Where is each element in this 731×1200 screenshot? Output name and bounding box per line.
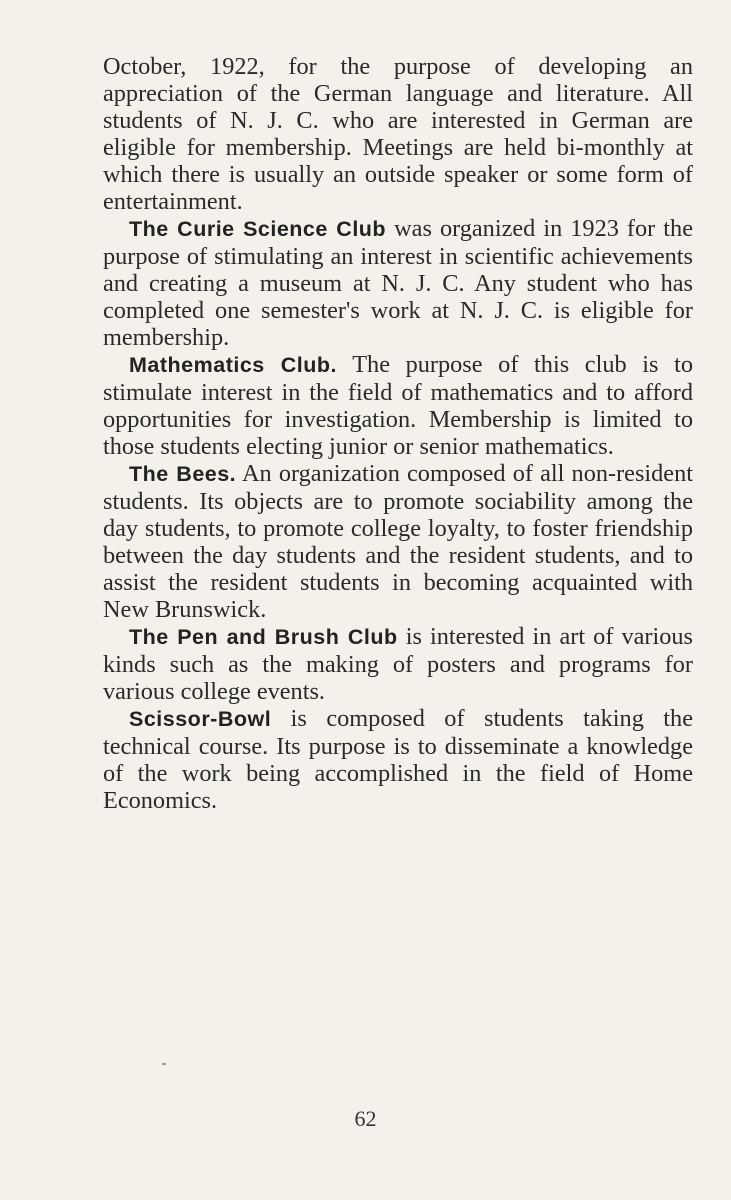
page-number: 62	[354, 1106, 377, 1131]
paragraph-body: is composed of students taking the technical course. Its purpose is to disseminate a knowledge of the work being accomplished in the field of Home Economics.	[103, 705, 693, 814]
mathematics-club-paragraph	[103, 351, 693, 460]
paragraph-body: October, 1922, for the purpose of developing an appreciation of the German language and literature. All students of N. J. C. who are interested in German are eligible for membership. Meetings are held bi-monthly at which there is usually an outside speaker or some form of entertainment.	[103, 53, 693, 215]
paragraph-heading: The Bees.	[129, 462, 237, 486]
paragraph-body: The purpose of this club is to stimulate interest in the field of mathematics and to afford opportunities for investigation. Membership is limited to those students electing junior or senior mathematics.	[103, 351, 693, 460]
scissor-bowl-paragraph	[103, 705, 693, 814]
paragraph-heading: The Curie Science Club	[129, 217, 387, 241]
the-bees-paragraph	[103, 460, 693, 623]
german-club-paragraph	[103, 53, 693, 215]
paragraph-heading: Mathematics Club.	[129, 353, 338, 377]
curie-science-club-paragraph	[103, 215, 693, 351]
paragraph-heading: The Pen and Brush Club	[129, 625, 398, 649]
paragraph-body: was organized in 1923 for the purpose of stimulating an interest in scientific achievements and creating a museum at N. J. C. Any student who has completed one semester's work at N. J. C. is eligible for membership.	[103, 215, 693, 351]
paragraph-heading: Scissor-Bowl	[129, 707, 272, 731]
ink-speck	[162, 1063, 166, 1065]
paragraph-body: An organization composed of all non-resident students. Its objects are to promote sociability among the day students, to promote college loyalty, to foster friendship between the day students and the resident students, and to assist the resident students in becoming acquainted with New Brunswick.	[103, 460, 693, 623]
page-text	[103, 53, 693, 814]
pen-and-brush-club-paragraph	[103, 623, 693, 705]
paragraph-body: is interested in art of various kinds such as the making of posters and programs for various college events.	[103, 623, 694, 705]
